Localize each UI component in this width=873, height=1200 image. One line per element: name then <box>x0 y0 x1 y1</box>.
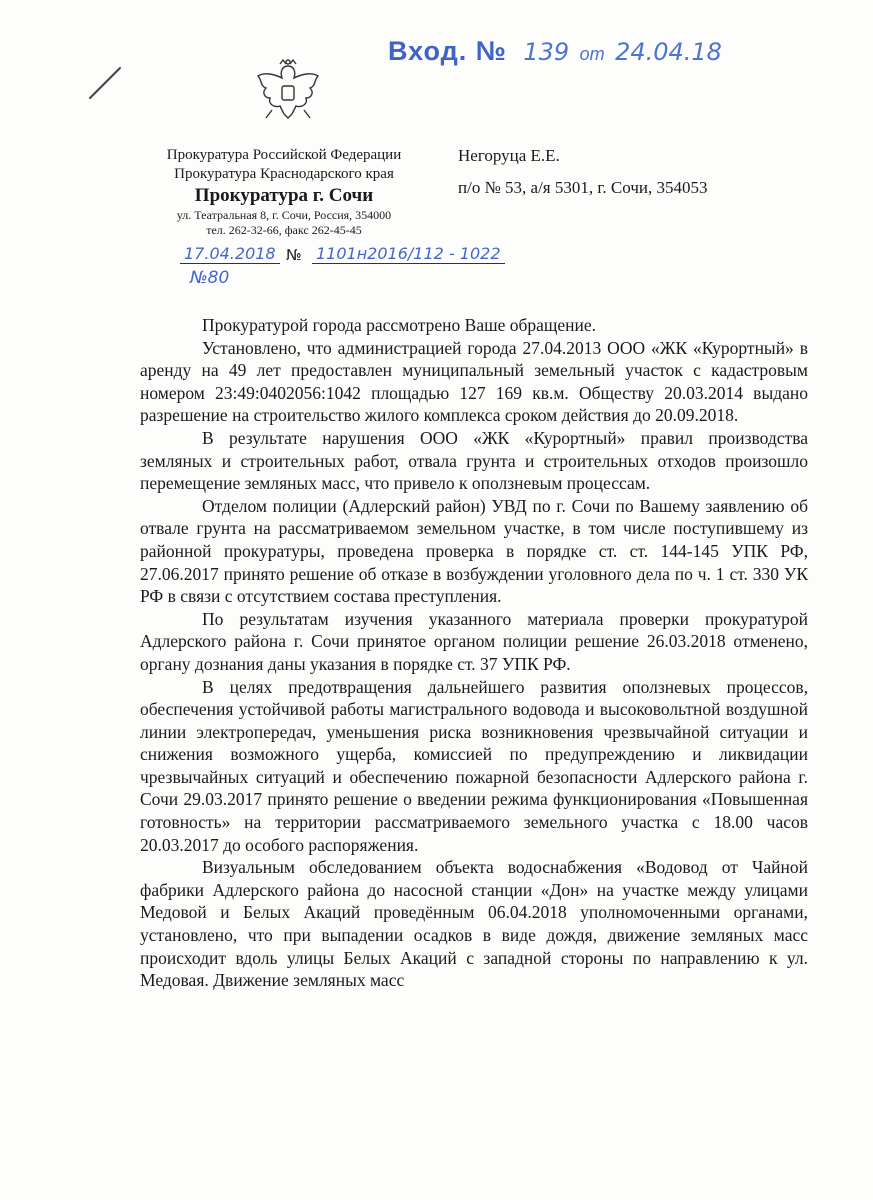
registration-number: 1101н2016/112 - 1022 <box>312 244 505 264</box>
paragraph: В результате нарушения ООО «ЖК «Курортный» правил производства земляных и строительных работ, отвала грунта и строительных отходов произошло перемещение земляных масс, что привело к оползневым процессам. <box>140 427 808 494</box>
paragraph: Отделом полиции (Адлерский район) УВД по г. Сочи по Вашему заявлению об отвале грунта на рассматриваемом земельном участке, в том числе поступившему из районной прокуратуры, проведена проверка в порядке ст. ст. 144-145 УПК РФ, 27.06.2017 принято решение об отказе в возбуждении уголовного дела по ч. 1 ст. 330 УК РФ в связи с отсутствием состава преступления. <box>140 495 808 607</box>
stamp-label: Вход. № <box>388 36 507 66</box>
recipient-block <box>458 146 707 198</box>
registration-line <box>170 244 530 294</box>
paragraph: В целях предотвращения дальнейшего развития оползневых процессов, обеспечения устойчивой работы магистрального водовода и высоковольтной воздушной линии электропередач, уменьшения риска возникновения чрезвычайной ситуации и снижения возможного ущерба, комиссией по предупреждению и ликвидации чрезвычайных ситуаций и обеспечению пожарной безопасности Адлерского района г. Сочи 29.03.2017 принято решение о введении режима функционирования «Повышенная готовность» на территории рассматриваемого земельного участка с 18.00 часов 20.03.2017 до особого распоряжения. <box>140 676 808 855</box>
sender-line-federation: Прокуратура Российской Федерации <box>166 147 402 163</box>
coat-of-arms-icon <box>252 58 324 124</box>
incoming-stamp <box>388 36 722 67</box>
letter-body <box>140 314 808 992</box>
sender-phone: тел. 262-32-66, факс 262-45-45 <box>206 223 362 237</box>
sender-block <box>148 146 420 238</box>
pen-stroke-mark <box>84 62 126 104</box>
registration-sub-number: №80 <box>190 268 230 288</box>
stamp-date: 24.04.18 <box>615 38 722 66</box>
paragraph: По результатам изучения указанного материала проверки прокуратурой Адлерского района г. Сочи принятое органом полиции решение 26.03.2018 отменено, органу дознания даны указания в порядке ст. 37 УПК РФ. <box>140 608 808 674</box>
sender-line-region: Прокуратура Краснодарского края <box>174 166 394 182</box>
sender-address: ул. Театральная 8, г. Сочи, Россия, 354000 <box>176 208 392 222</box>
paragraph: Визуальным обследованием объекта водоснабжения «Водовод от Чайной фабрики Адлерского района до насосной станции «Дон» на участке между улицами Медовой и Белых Акаций проведённым 06.04.2018 уполномоченными органами, установлено, что при выпадении осадков в виде дождя, движение земляных масс происходит вдоль улицы Белых Акаций с западной стороны по направлению к ул. Медовая. Движение земляных масс <box>140 857 808 991</box>
recipient-address: п/о № 53, а/я 5301, г. Сочи, 354053 <box>458 178 708 197</box>
sender-line-office: Прокуратура г. Сочи <box>194 185 374 206</box>
registration-date: 17.04.2018 <box>180 244 280 264</box>
stamp-number: 139 <box>523 38 570 66</box>
recipient-name: Негоруца Е.Е. <box>458 146 560 165</box>
paragraph: Установлено, что администрацией города 27.04.2013 ООО «ЖК «Курортный» в аренду на 49 лет предоставлен муниципальный земельный участок с кадастровым номером 23:49:0402056:1042 площадью 127 169 кв.м. Обществу 20.03.2014 выдано разрешение на строительство жилого комплекса сроком действия до 20.09.2018. <box>140 337 808 426</box>
stamp-from: от <box>579 44 605 64</box>
paragraph: Прокуратурой города рассмотрено Ваше обращение. <box>202 315 597 335</box>
registration-number-sign: № <box>286 246 302 264</box>
